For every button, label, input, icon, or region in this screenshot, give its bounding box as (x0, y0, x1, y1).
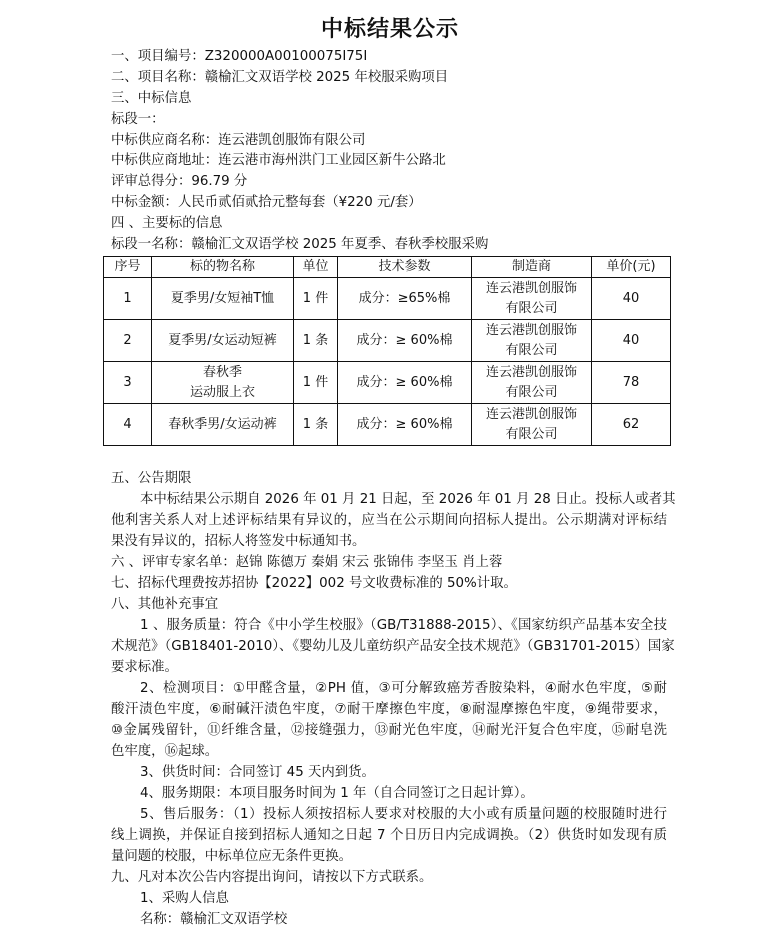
table-row (104, 320, 671, 362)
name-line-2: 运动服上衣 (189, 384, 255, 400)
header-maker: 制造商 (472, 257, 592, 278)
section5-line: 他利害关系人对上述评标结果有异议的，应当在公示期间向招标人提出。公示期满对评标结 (111, 513, 667, 528)
cell-maker (472, 362, 592, 404)
buyer-info-heading: 1、采购人信息 (140, 891, 229, 906)
header-unit: 单位 (294, 257, 338, 278)
item1-line: 1 、服务质量：符合《中小学生校服》（GB/T31888-2015）、《国家纺织产品基本安全技 (140, 618, 667, 633)
review-score: 评审总得分：96.79 分 (111, 174, 248, 189)
table-row (104, 404, 671, 446)
section5-heading: 五、公告期限 (111, 471, 192, 486)
item2-line: 酸汗渍色牢度，⑥耐碱汗渍色牢度，⑦耐干摩擦色牢度，⑧耐湿摩擦色牢度，⑨绳带要求， (111, 702, 667, 717)
item1-line: 要求标准。 (111, 660, 178, 675)
maker-line-1: 连云港凯创服饰 (485, 406, 577, 422)
maker-line-2: 有限公司 (505, 384, 558, 400)
header-spec: 技术参数 (338, 257, 472, 278)
cell-spec: 成分：≥ 60%棉 (338, 404, 472, 446)
cell-unit: 1 件 (294, 278, 338, 320)
cell-no: 4 (104, 404, 152, 446)
item5-line: 量问题的校服，中标单位应无条件更换。 (111, 849, 353, 864)
table-header-row (104, 257, 671, 278)
maker-line-1: 连云港凯创服饰 (485, 322, 577, 338)
maker-line-2: 有限公司 (505, 300, 558, 316)
service-period: 4、服务期限：本项目服务时间为 1 年（自合同签订之日起计算）。 (140, 786, 534, 801)
cell-maker (472, 404, 592, 446)
buyer-name: 名称：赣榆汇文双语学校 (140, 912, 288, 927)
maker-line-2: 有限公司 (505, 342, 558, 358)
cell-no: 3 (104, 362, 152, 404)
supplier-address: 中标供应商地址：连云港市海州洪门工业园区新牛公路北 (111, 153, 446, 168)
cell-name (152, 362, 294, 404)
main-items-heading: 四 、主要标的信息 (111, 216, 223, 231)
maker-line-1: 连云港凯创服饰 (485, 364, 577, 380)
table-row (104, 362, 671, 404)
cell-unit: 1 条 (294, 320, 338, 362)
header-name: 标的物名称 (152, 257, 294, 278)
cell-price: 40 (592, 320, 671, 362)
item2-line: 2、检测项目：①甲醛含量，②PH 值，③可分解致癌芳香胺染料，④耐水色牢度，⑤耐 (140, 681, 667, 696)
project-name: 二、项目名称：赣榆汇文双语学校 2025 年校服采购项目 (111, 70, 449, 85)
cell-price: 40 (592, 278, 671, 320)
cell-no: 2 (104, 320, 152, 362)
agency-fee: 七、招标代理费按苏招协【2022】002 号文收费标准的 50%计取。 (111, 576, 517, 591)
maker-line-1: 连云港凯创服饰 (485, 280, 577, 296)
delivery-time: 3、供货时间：合同签订 45 天内到货。 (140, 765, 375, 780)
expert-list: 六 、评审专家名单：赵锦 陈德万 秦娟 宋云 张锦伟 李坚玉 肖上蓉 (111, 555, 503, 570)
name-line-1: 春秋季 (202, 364, 242, 380)
supplier-name: 中标供应商名称：连云港凯创服饰有限公司 (111, 133, 366, 148)
cell-unit: 1 件 (294, 362, 338, 404)
item2-line: 色牢度，⑯起球。 (111, 744, 219, 759)
item2-line: ⑩金属残留针，⑪纤维含量，⑫接缝强力，⑬耐光色牢度，⑭耐光汗复合色牢度，⑮耐皂洗 (111, 723, 667, 738)
section5-line: 果没有异议的，招标人将签发中标通知书。 (111, 534, 366, 549)
header-no: 序号 (104, 257, 152, 278)
cell-name: 夏季男/女运动短裤 (152, 320, 294, 362)
award-amount: 中标金额：人民币贰佰贰拾元整每套（¥220 元/套） (111, 195, 422, 210)
cell-unit: 1 条 (294, 404, 338, 446)
item5-line: 线上调换，并保证自接到招标人通知之日起 7 个日历日内完成调换。（2）供货时如发现有质 (111, 828, 667, 843)
item1-line: 术规范》（GB18401-2010）、《婴幼儿及儿童纺织产品安全技术规范》（GB31701-2015）国家 (111, 639, 675, 654)
cell-spec: 成分：≥ 60%棉 (338, 320, 472, 362)
cell-no: 1 (104, 278, 152, 320)
cell-maker (472, 320, 592, 362)
cell-spec: 成分：≥65%棉 (338, 278, 472, 320)
lot-one-label: 标段一： (111, 112, 165, 127)
item5-line: 5、售后服务：（1）投标人须按招标人要求对校服的大小或有质量问题的校服随时进行 (140, 807, 667, 822)
table-row (104, 278, 671, 320)
cell-name: 夏季男/女短袖T恤 (152, 278, 294, 320)
cell-maker (472, 278, 592, 320)
cell-name: 春秋季男/女运动裤 (152, 404, 294, 446)
award-info-heading: 三、中标信息 (111, 91, 192, 106)
page-title: 中标结果公示 (320, 17, 459, 42)
header-price: 单价(元) (592, 257, 671, 278)
section8-heading: 八、其他补充事宜 (111, 597, 219, 612)
cell-price: 78 (592, 362, 671, 404)
lot-one-name: 标段一名称：赣榆汇文双语学校 2025 年夏季、春秋季校服采购 (111, 237, 489, 252)
section5-line: 本中标结果公示期自 2026 年 01 月 21 日起，至 2026 年 01 月 28 日止。投标人或者其 (140, 492, 676, 507)
project-number: 一、项目编号：Z320000A00100075I75I (111, 49, 368, 64)
items-table (103, 256, 671, 446)
maker-line-2: 有限公司 (505, 426, 558, 442)
cell-spec: 成分：≥ 60%棉 (338, 362, 472, 404)
cell-price: 62 (592, 404, 671, 446)
section9-heading: 九、凡对本次公告内容提出询问，请按以下方式联系。 (111, 870, 433, 885)
